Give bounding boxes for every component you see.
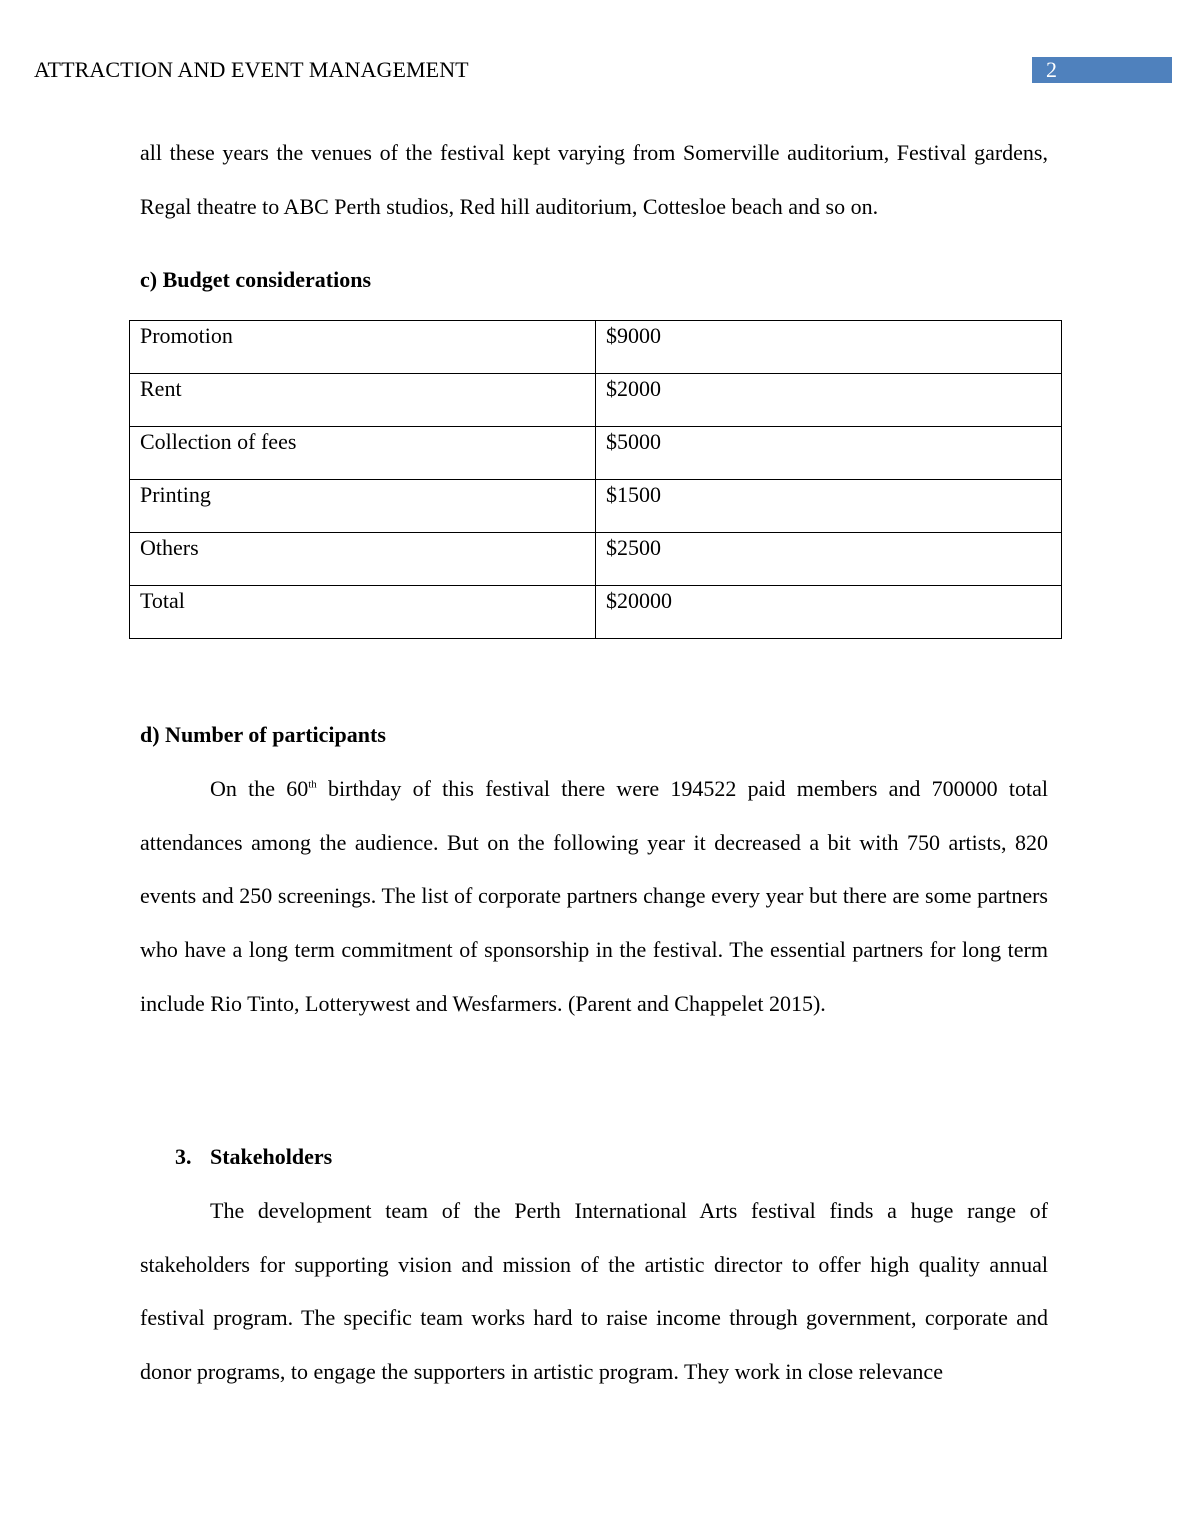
budget-amount-cell: $2000 (596, 374, 1062, 427)
stakeholders-heading (175, 1144, 332, 1170)
table-row (130, 321, 1062, 374)
page-number-box (1032, 57, 1172, 83)
budget-item-cell: Rent (130, 374, 596, 427)
intro-paragraph: all these years the venues of the festival kept varying from Somerville auditorium, Festival gardens, Regal theatre to ABC Perth studios, Red hill auditorium, Cottesloe beach and so on. (140, 140, 1048, 219)
budget-amount-cell: $5000 (596, 427, 1062, 480)
budget-amount-cell: $1500 (596, 480, 1062, 533)
budget-table (129, 320, 1062, 639)
table-row (130, 427, 1062, 480)
running-header-title: ATTRACTION AND EVENT MANAGEMENT (34, 57, 469, 82)
budget-item-cell: Collection of fees (130, 427, 596, 480)
section-number: 3. (175, 1144, 192, 1169)
stakeholders-paragraph: The development team of the Perth International Arts festival finds a huge range of stakeholders for supporting vision and mission of the artistic director to offer high quality annual festival program. The specific team works hard to raise income through government, corporate and donor programs, to engage the supporters in artistic program. They work in close relevance (140, 1198, 1048, 1385)
table-row (130, 480, 1062, 533)
participants-paragraph (140, 762, 1048, 1031)
budget-item-cell: Promotion (130, 321, 596, 374)
budget-item-cell: Printing (130, 480, 596, 533)
participants-text-rest: birthday of this festival there were 194522 paid members and 700000 total attendances among the audience. But on the following year it decreased a bit with 750 artists, 820 events and 250 screenings. The list of corporate partners change every year but there are some partners who have a long term commitment of sponsorship in the festival. The essential partners for long term include Rio Tinto, Lotterywest and Wesfarmers. (Parent and Chappelet 2015). (140, 776, 1048, 1016)
table-row (130, 586, 1062, 639)
table-row (130, 374, 1062, 427)
budget-amount-cell: $9000 (596, 321, 1062, 374)
budget-item-cell: Total (130, 586, 596, 639)
participants-heading: d) Number of participants (140, 722, 386, 747)
table-row (130, 533, 1062, 586)
page-number: 2 (1046, 57, 1057, 82)
ordinal-suffix: th (308, 778, 317, 791)
budget-heading: c) Budget considerations (140, 267, 371, 292)
budget-item-cell: Others (130, 533, 596, 586)
section-title: Stakeholders (210, 1144, 333, 1169)
budget-amount-cell: $2500 (596, 533, 1062, 586)
participants-text-start: On the 60 (210, 776, 309, 801)
budget-amount-cell: $20000 (596, 586, 1062, 639)
